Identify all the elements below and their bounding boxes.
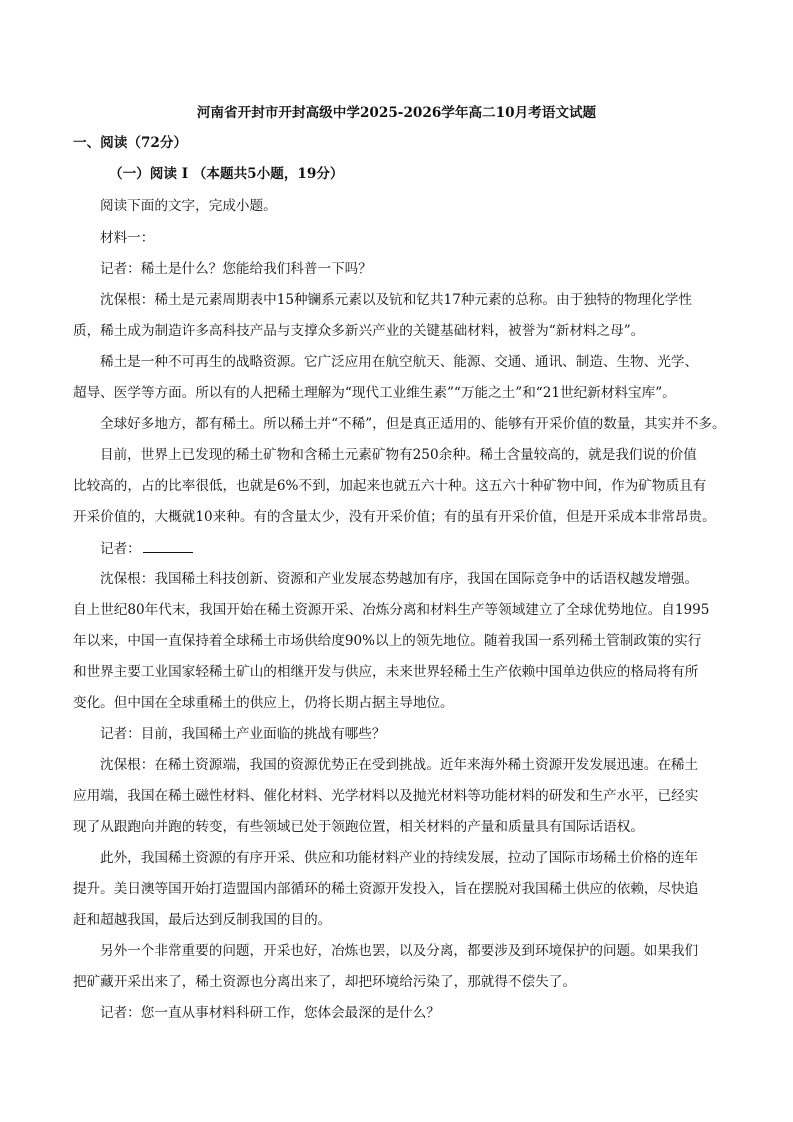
paragraph-line: 年以来，中国一直保持着全球稀土市场供给度90%以上的领先地位。随着我国一系列稀土管制政策的实行 [73, 633, 702, 649]
reporter-blank-line [100, 538, 193, 559]
reporter-label: 记者： [100, 541, 141, 557]
paragraph-line: 稀土是一种不可再生的战略资源。它广泛应用在航空航天、能源、交通、通讯、制造、生物、光学、 [100, 354, 699, 370]
paragraph-line: 沈保根：在稀土资源端，我国的资源优势正在受到挑战。近年来海外稀土资源开发发展迅速。在稀土 [100, 757, 699, 773]
paragraph-line: 应用端，我国在稀土磁性材料、催化材料、光学材料以及抛光材料等功能材料的研发和生产水平，已经实 [73, 788, 699, 804]
paragraph-line: 此外，我国稀土资源的有序开采、供应和功能材料产业的持续发展，拉动了国际市场稀土价格的连年 [100, 850, 699, 866]
paragraph-line: 材料一： [100, 230, 155, 246]
paragraph-line: 比较高的，占的比率很低，也就是6%不到，加起来也就五六十种。这五六十种矿物中间，作为矿物质且有 [73, 478, 707, 494]
paragraph-line: 全球好多地方，都有稀土。所以稀土并“不稀”，但是真正适用的、能够有开采价值的数量，其实并不多。 [100, 416, 726, 432]
paragraph-line: 记者：您一直从事材料科研工作，您体会最深的是什么？ [100, 1005, 440, 1021]
subsection-heading-reading-1: （一）阅读 I （本题共5小题，19分） [109, 166, 344, 182]
paragraph-line: 另外一个非常重要的问题，开采也好，冶炼也罢，以及分离，都要涉及到环境保护的问题。如果我们 [100, 943, 699, 959]
paragraph-line: 变化。但中国在全球重稀土的供应上，仍将长期占据主导地位。 [73, 695, 454, 711]
paragraph-line: 把矿藏开采出来了，稀土资源也分离出来了，却把环境给污染了，那就得不偿失了。 [73, 974, 576, 990]
paragraph-line: 现了从跟跑向并跑的转变，有些领域已处于领跑位置，相关材料的产量和质量具有国际话语权。 [73, 819, 644, 835]
paragraph-line: 超导、医学等方面。所以有的人把稀土理解为“现代工业维生素”“万能之土”和“21世纪新材料宝库”。 [73, 385, 676, 401]
paragraph-line: 质，稀土成为制造许多高科技产品与支撑众多新兴产业的关键基础材料，被誉为“新材料之母”。 [73, 323, 645, 339]
paragraph-line: 目前，世界上已发现的稀土矿物和含稀土元素矿物有250余种。稀土含量较高的，就是我们说的价值 [100, 447, 697, 463]
answer-blank [143, 538, 193, 553]
paragraph-line: 自上世纪80年代末，我国开始在稀土资源开采、冶炼分离和材料生产等领域建立了全球优势地位。自1995 [73, 602, 710, 618]
section-heading-reading: 一、阅读（72分） [73, 135, 188, 151]
paragraph-line: 赶和超越我国，最后达到反制我国的目的。 [73, 912, 332, 928]
paragraph-line: 提升。美日澳等国开始打造盟国内部循环的稀土资源开发投入，旨在摆脱对我国稀土供应的依赖，尽快追 [73, 881, 699, 897]
paragraph-line: 开采价值的，大概就10来种。有的含量太少，没有开采价值；有的虽有开采价值，但是开采成本非常昂贵。 [73, 509, 716, 525]
paragraph-line: 记者：稀土是什么？您能给我们科普一下吗？ [100, 261, 372, 277]
paragraph-line: 沈保根：我国稀土科技创新、资源和产业发展态势越加有序，我国在国际竞争中的话语权越发增强。 [100, 571, 699, 587]
paragraph-line: 阅读下面的文字，完成小题。 [100, 198, 277, 214]
paragraph-line: 和世界主要工业国家轻稀土矿山的相继开发与供应，未来世界轻稀土生产依赖中国单边供应的格局将有所 [73, 664, 699, 680]
paragraph-line: 记者：目前，我国稀土产业面临的挑战有哪些？ [100, 726, 386, 742]
exam-title: 河南省开封市开封高级中学2025-2026学年高二10月考语文试题 [196, 105, 597, 121]
paragraph-line: 沈保根：稀土是元素周期表中15种镧系元素以及钪和钇共17种元素的总称。由于独特的物理化学性 [100, 292, 692, 308]
